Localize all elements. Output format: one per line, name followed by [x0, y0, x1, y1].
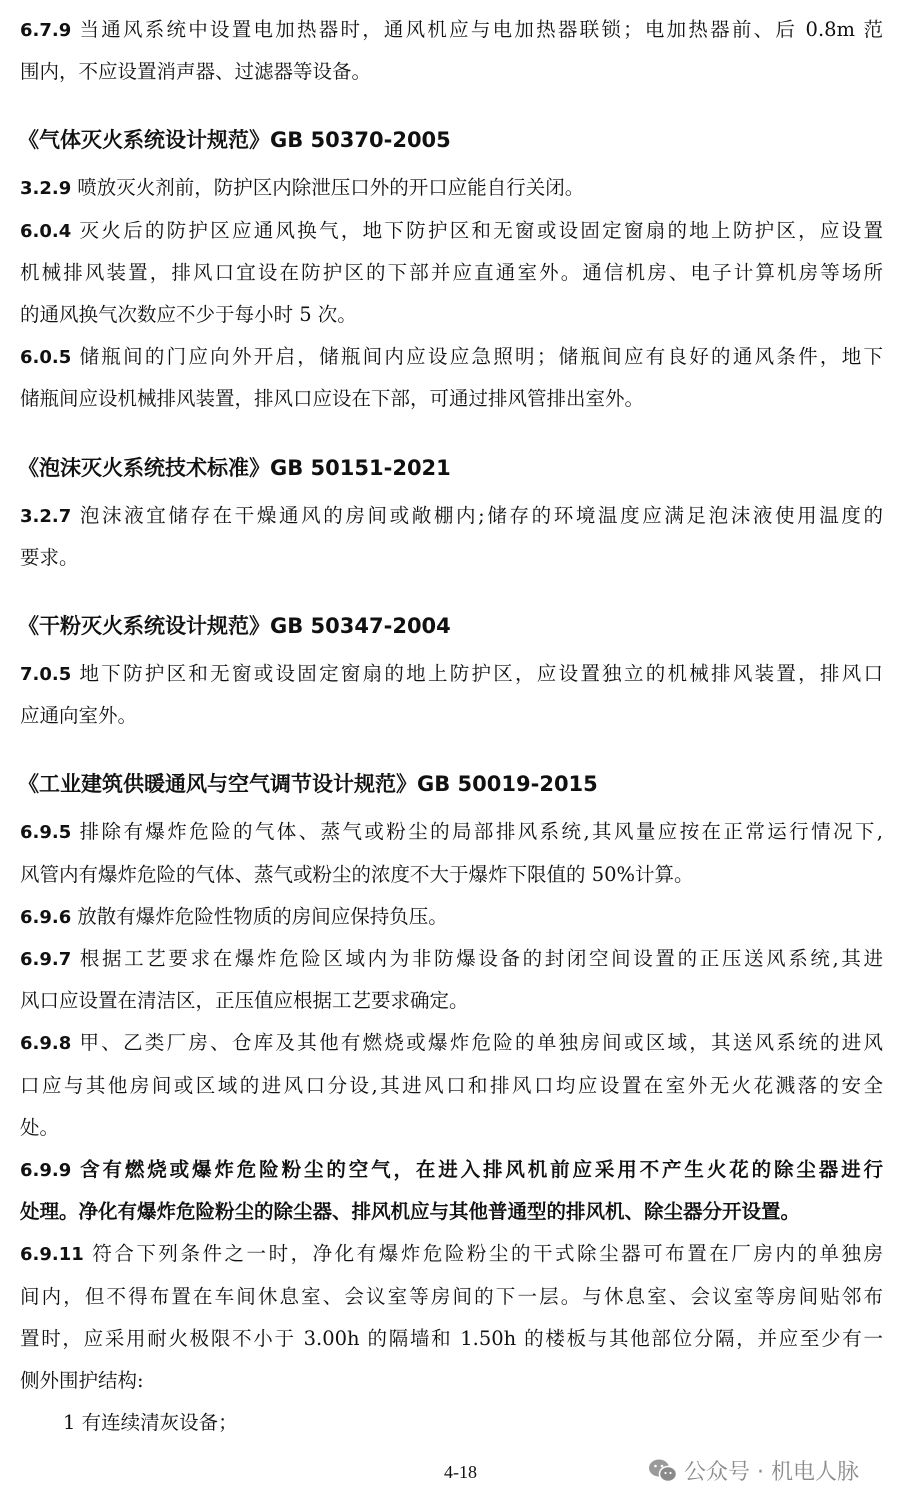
- clause-line: [20, 1239, 883, 1269]
- clause-text: 机械排风装置，排风口宜设在防护区的下部并应直通室外。通信机房、电子计算机房等场所: [20, 260, 883, 284]
- clause-line: [20, 1366, 883, 1396]
- standard-heading: 《工业建筑供暖通风与空气调节设计规范》GB 50019-2015: [18, 772, 598, 797]
- clause-line: [20, 15, 883, 45]
- clause-line: [20, 543, 883, 573]
- watermark: [648, 1455, 859, 1486]
- clause-text: 储瓶间应设机械排风装置，排风口应设在下部，可通过排风管排出室外。: [20, 387, 645, 411]
- clause-number: 6.9.11: [20, 1244, 84, 1266]
- standard-heading: 《干粉灭火系统设计规范》GB 50347-2004: [18, 614, 451, 638]
- clause-number: 6.9.9: [20, 1160, 72, 1181]
- clause-number: 3.2.9: [20, 178, 72, 200]
- clause-line: [20, 384, 883, 414]
- clause-line: [20, 986, 883, 1016]
- clause-text: 甲、乙类厂房、仓库及其他有燃烧或爆炸危险的单独房间或区域，其送风系统的进风: [77, 1031, 883, 1055]
- clause-line: [20, 860, 883, 890]
- clause-line: [20, 501, 883, 531]
- clause-text: 泡沫液宜储存在干燥通风的房间或敞棚内;储存的环境温度应满足泡沫液使用温度的: [77, 503, 883, 527]
- clause-line: [20, 701, 883, 731]
- clause-text: 口应与其他房间或区域的进风口分设,其进风口和排风口均应设置在室外无火花溅落的安全: [20, 1073, 883, 1097]
- clause-text: 处。: [20, 1115, 60, 1139]
- clause-text: 储瓶间的门应向外开启，储瓶间内应设应急照明；储瓶间应有良好的通风条件，地下: [77, 345, 883, 369]
- clause-number: 6.9.6: [20, 906, 72, 928]
- clause-line: [20, 57, 883, 87]
- standard-heading: 《气体灭火系统设计规范》GB 50370-2005: [18, 128, 451, 153]
- clause-number: 3.2.7: [20, 505, 72, 527]
- clause-text: 要求。: [20, 545, 79, 569]
- clause-line: [20, 902, 883, 932]
- watermark-text: 公众号 · 机电人脉: [684, 1460, 859, 1485]
- clause-text: 1 有连续清灰设备；: [63, 1411, 238, 1435]
- clause-text: 排除有爆炸危险的气体、蒸气或粉尘的局部排风系统,其风量应按在正常运行情况下,: [77, 820, 883, 844]
- clause-text: 地下防护区和无窗或设固定窗扇的地上防护区，应设置独立的机械排风装置，排风口: [77, 662, 883, 685]
- clause-number: 6.7.9: [20, 20, 72, 41]
- clause-line: [20, 258, 883, 288]
- clause-text: 间内，但不得布置在车间休息室、会议室等房间的下一层。与休息室、会议室等房间贴邻布: [20, 1284, 883, 1308]
- clause-line: [20, 173, 883, 203]
- clause-line: [20, 1028, 883, 1058]
- list-item: [63, 1408, 238, 1438]
- clause-text: 当通风系统中设置电加热器时，通风机应与电加热器联锁；电加热器前、后 0.8m 范: [77, 18, 883, 41]
- clause-text: 侧外围护结构:: [20, 1369, 144, 1392]
- clause-number: 7.0.5: [20, 664, 72, 685]
- clause-line: [20, 1071, 883, 1101]
- clause-text: 放散有爆炸危险性物质的房间应保持负压。: [77, 904, 448, 928]
- clause-text: 含有燃烧或爆炸危险粉尘的空气，在进入排风机前应采用不产生火花的除尘器进行: [77, 1158, 883, 1181]
- clause-number: 6.9.8: [20, 1033, 72, 1055]
- clause-line: [20, 659, 883, 689]
- clause-text: 的通风换气次数应不少于每小时 5 次。: [20, 303, 357, 326]
- clause-line: [20, 1113, 883, 1143]
- clause-text: 处理。净化有爆炸危险粉尘的除尘器、排风机应与其他普通型的排风机、除尘器分开设置。: [20, 1200, 801, 1224]
- clause-line: [20, 1197, 883, 1227]
- clause-number: 6.9.5: [20, 822, 72, 844]
- clause-text: 符合下列条件之一时，净化有爆炸危险粉尘的干式除尘器可布置在厂房内的单独房: [89, 1242, 883, 1266]
- clause-text: 灭火后的防护区应通风换气，地下防护区和无窗或设固定窗扇的地上防护区，应设置: [77, 218, 883, 242]
- wechat-icon: [648, 1458, 678, 1484]
- clause-line: [20, 944, 883, 974]
- clause-text: 根据工艺要求在爆炸危险区域内为非防爆设备的封闭空间设置的正压送风系统,其进: [77, 947, 883, 970]
- clause-line: [20, 300, 883, 330]
- clause-line: [20, 817, 883, 847]
- clause-text: 置时，应采用耐火极限不小于 3.00h 的隔墙和 1.50h 的楼板与其他部位分隔，并应至少有一: [20, 1326, 883, 1350]
- standard-heading: 《泡沫灭火系统技术标准》GB 50151-2021: [18, 455, 451, 480]
- clause-number: 6.0.5: [20, 347, 72, 369]
- clause-line: [20, 1155, 883, 1185]
- clause-line: [20, 1324, 883, 1354]
- clause-text: 围内，不应设置消声器、过滤器等设备。: [20, 60, 372, 84]
- page-number: 4-18: [444, 1462, 477, 1482]
- clause-text: 风管内有爆炸危险的气体、蒸气或粉尘的浓度不大于爆炸下限值的 50%计算。: [20, 862, 694, 886]
- clause-line: [20, 216, 883, 246]
- clause-line: [20, 342, 883, 372]
- clause-text: 喷放灭火剂前，防护区内除泄压口外的开口应能自行关闭。: [77, 176, 585, 200]
- clause-number: 6.0.4: [20, 220, 72, 242]
- clause-line: [20, 1282, 883, 1312]
- clause-number: 6.9.7: [20, 949, 72, 970]
- clause-text: 风口应设置在清洁区，正压值应根据工艺要求确定。: [20, 989, 469, 1013]
- clause-text: 应通向室外。: [20, 704, 138, 728]
